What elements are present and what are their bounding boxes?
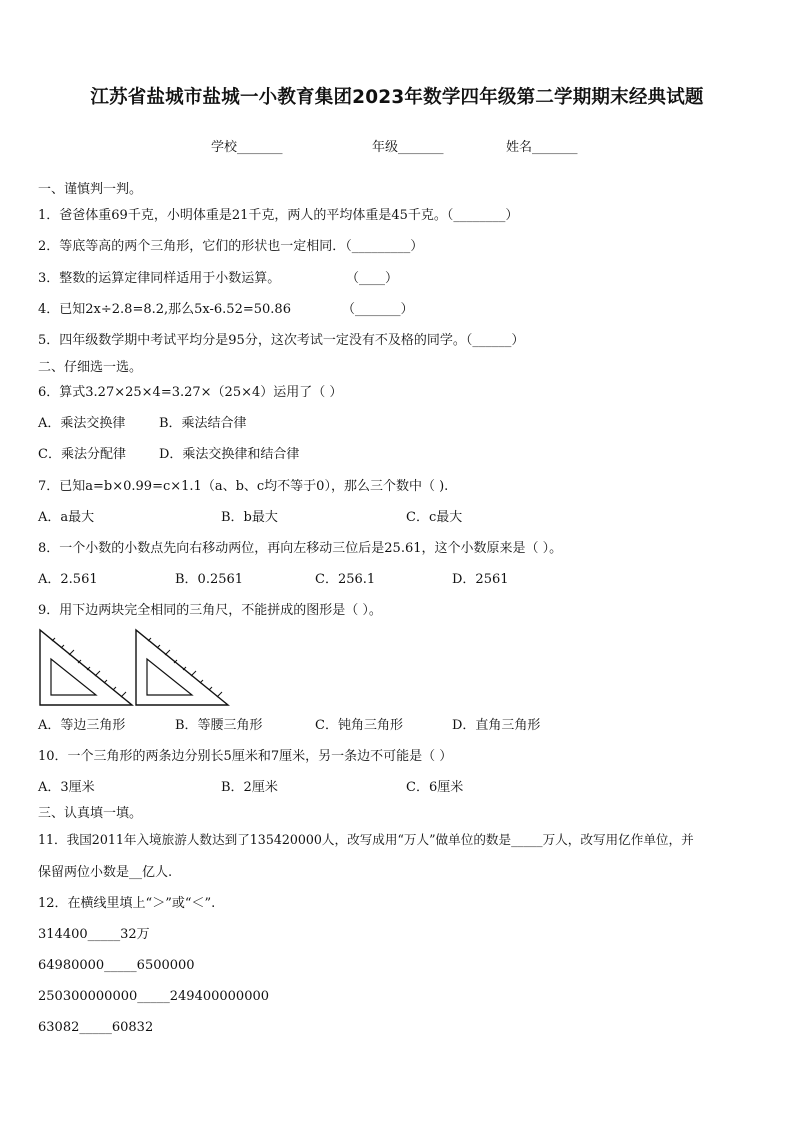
question-10-option-c: C．6厘米 [406, 780, 464, 795]
question-2: 2．等底等高的两个三角形，它们的形状也一定相同．（_________） [38, 239, 424, 254]
section-heading-fill: 三、认真填一填。 [38, 806, 143, 821]
page-title: 江苏省盐城市盐城一小教育集团2023年数学四年级第二学期期末经典试题 [90, 87, 704, 108]
question-8-option-a: A．2.561 [38, 572, 98, 587]
question-12-row-3: 250300000000_____249400000000 [38, 989, 270, 1004]
question-9-option-b: B．等腰三角形 [175, 718, 263, 733]
question-5: 5．四年级数学期中考试平均分是95分，这次考试一定没有不及格的同学。（______） [38, 333, 525, 348]
question-7: 7．已知a=b×0.99=c×1.1（a、b、c均不等于0），那么三个数中（ ). [38, 479, 449, 494]
set-square-left-icon [38, 628, 136, 708]
question-6-option-c: C．乘法分配律 [38, 447, 126, 462]
question-6-option-a: A．乘法交换律 [38, 416, 126, 431]
question-8-option-b: B．0.2561 [175, 572, 244, 587]
question-10: 10．一个三角形的两条边分别长5厘米和7厘米，另一条边不可能是（ ） [38, 749, 453, 764]
question-7-option-c: C．c最大 [406, 510, 463, 525]
question-6-option-d: D．乘法交换律和结合律 [159, 447, 300, 462]
school-field: 学校_______ [211, 140, 283, 155]
question-8-option-c: C．256.1 [315, 572, 376, 587]
question-9: 9．用下边两块完全相同的三角尺，不能拼成的图形是（ ）。 [38, 603, 382, 618]
question-6: 6．算式3.27×25×4=3.27×（25×4）运用了（ ） [38, 385, 343, 400]
question-12-row-2: 64980000_____6500000 [38, 958, 195, 973]
question-11-line-2: 保留两位小数是__亿人. [38, 865, 173, 880]
question-7-option-b: B．b最大 [221, 510, 278, 525]
question-9-option-c: C．钝角三角形 [315, 718, 403, 733]
question-3: 3．整数的运算定律同样适用于小数运算。 [38, 271, 281, 286]
question-12-row-4: 63082_____60832 [38, 1020, 154, 1035]
question-7-option-a: A．a最大 [38, 510, 95, 525]
question-10-option-a: A．3厘米 [38, 780, 95, 795]
section-heading-judge: 一、谨慎判一判。 [38, 182, 143, 197]
question-12-row-1: 314400_____32万 [38, 927, 150, 942]
name-field: 姓名_______ [506, 140, 578, 155]
question-12: 12．在横线里填上“＞”或“＜”. [38, 896, 216, 911]
question-8-option-d: D．2561 [452, 572, 509, 587]
question-3-blank: （____） [346, 271, 399, 286]
question-9-option-d: D．直角三角形 [452, 718, 541, 733]
question-4: 4．已知2x÷2.8=8.2,那么5x-6.52=50.86 [38, 302, 291, 317]
section-heading-choose: 二、仔细选一选。 [38, 360, 143, 375]
question-4-blank: （_______） [342, 302, 414, 317]
question-8: 8．一个小数的小数点先向右移动两位，再向左移动三位后是25.61，这个小数原来是（ ）。 [38, 541, 563, 556]
set-square-right-icon [134, 628, 232, 708]
grade-field: 年级_______ [372, 140, 444, 155]
question-10-option-b: B．2厘米 [221, 780, 278, 795]
question-11-line-1: 11．我国2011年入境旅游人数达到了135420000人，改写成用“万人”做单位的数是_____万人，改写用亿作单位，并 [38, 832, 694, 847]
question-9-option-a: A．等边三角形 [38, 718, 126, 733]
question-6-option-b: B．乘法结合律 [159, 416, 247, 431]
question-1: 1．爸爸体重69千克，小明体重是21千克，两人的平均体重是45千克。（________） [38, 208, 519, 223]
